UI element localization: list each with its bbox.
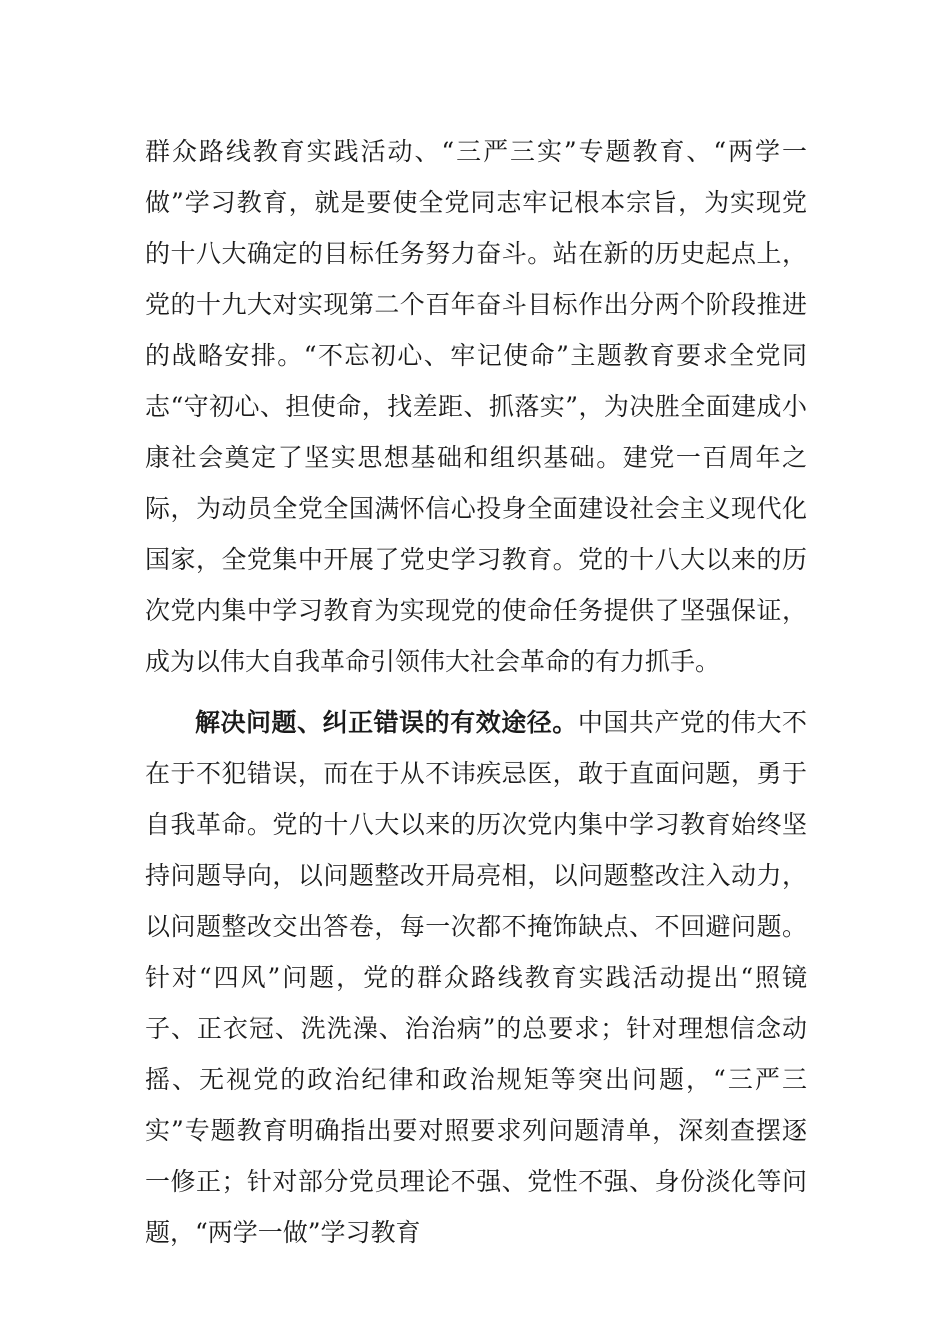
paragraph-continuation bbox=[145, 126, 807, 687]
paragraph-effective-path bbox=[145, 697, 807, 1258]
paragraph-text: 中国共产党的伟大不在于不犯错误，而在于从不讳疾忌医，敢于直面问题，勇于自我革命。党的十八大以来的历次党内集中学习教育始终坚持问题导向，以问题整改开局亮相，以问题整改注入动力，以问题整改交出答卷，每一次都不掩饰缺点、不回避问题。针对“四风”问题，党的群众路线教育实践活动提出“照镜子、正衣冠、洗洗澡、治治病”的总要求；针对理想信念动摇、无视党的政治纪律和政治规矩等突出问题，“三严三实”专题教育明确指出要对照要求列问题清单，深刻查摆逐一修正；针对部分党员理论不强、党性不强、身份淡化等问题，“两学一做”学习教育 bbox=[145, 708, 807, 1247]
paragraph-lead-heading: 解决问题、纠正错误的有效途径。 bbox=[195, 708, 578, 737]
document-body bbox=[145, 126, 807, 1258]
paragraph-text: 群众路线教育实践活动、“三严三实”专题教育、“两学一做”学习教育，就是要使全党同志牢记根本宗旨，为实现党的十八大确定的目标任务努力奋斗。站在新的历史起点上，党的十九大对实现第二个百年奋斗目标作出分两个阶段推进的战略安排。“不忘初心、牢记使命”主题教育要求全党同志“守初心、担使命，找差距、抓落实”，为决胜全面建成小康社会奠定了坚实思想基础和组织基础。建党一百周年之际，为动员全党全国满怀信心投身全面建设社会主义现代化国家，全党集中开展了党史学习教育。党的十八大以来的历次党内集中学习教育为实现党的使命任务提供了坚强保证，成为以伟大自我革命引领伟大社会革命的有力抓手。 bbox=[145, 137, 807, 676]
